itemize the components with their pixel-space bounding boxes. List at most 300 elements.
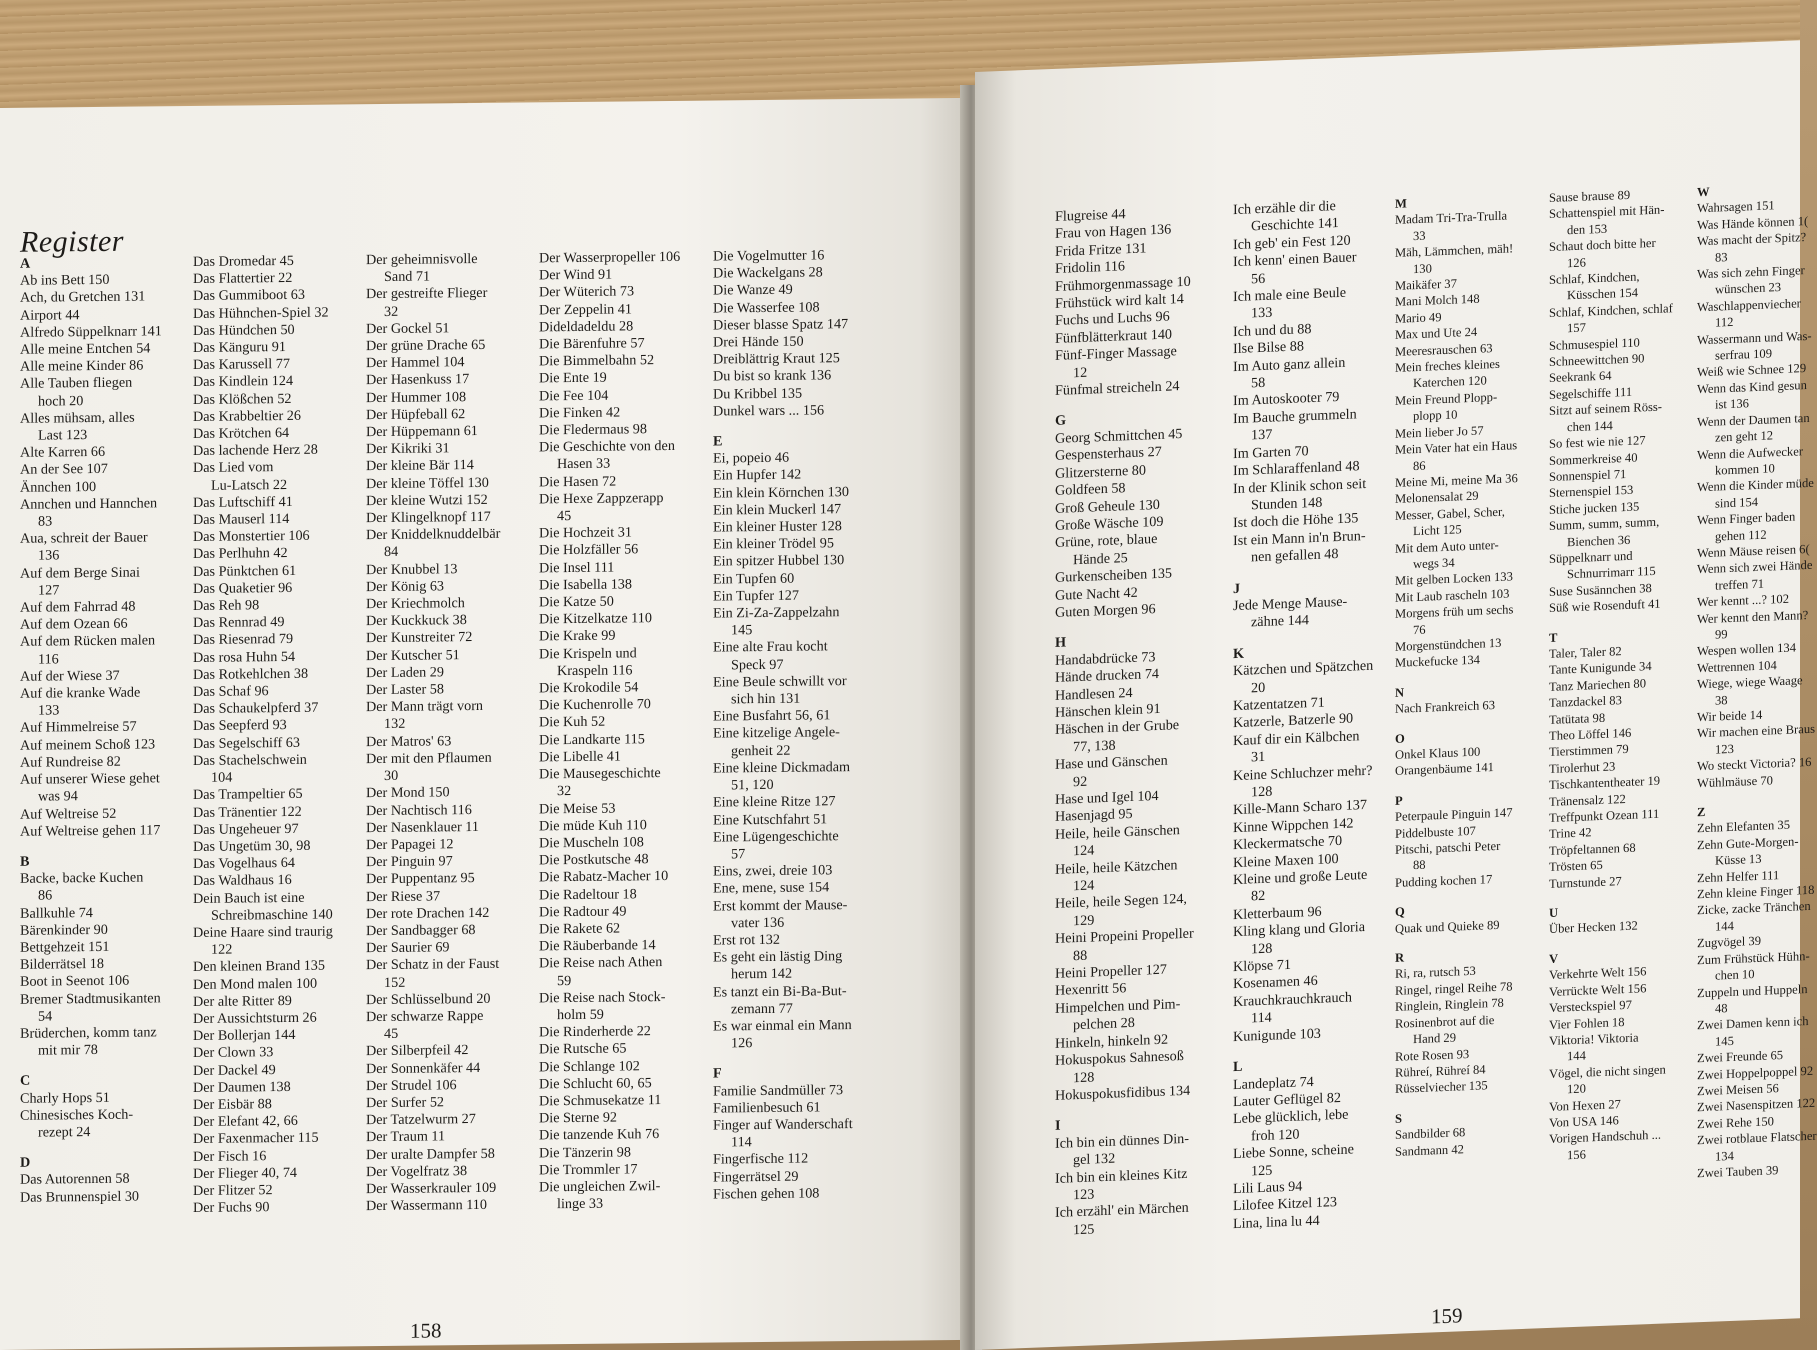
entry-text: Das Kindlein 124: [193, 373, 294, 391]
entry-text: Zehn Gute-Morgen-: [1697, 834, 1799, 853]
index-entry: [1395, 536, 1518, 574]
entry-text: Der schwarze Rappe: [366, 1007, 484, 1026]
index-entry: [539, 885, 680, 904]
entry-text: Wo steckt Victoria? 16: [1697, 755, 1812, 774]
entry-text: Die ungleichen Zwil-: [539, 1178, 661, 1196]
index-entry: [539, 524, 680, 543]
index-entry: [20, 289, 162, 308]
index-entry: [1549, 595, 1673, 616]
index-entry: [366, 612, 500, 631]
entry-text: Kleine Maxen 100: [1233, 850, 1339, 871]
entry-text: Der Kuckkuck 38: [366, 612, 467, 630]
entry-text: Der uralte Dampfer 58: [366, 1145, 495, 1163]
entry-text: Zwei Tauben 39: [1697, 1163, 1779, 1181]
entry-text: Zwei Rehe 150: [1697, 1114, 1774, 1132]
entry-text: Den kleinen Brand 135: [193, 957, 325, 976]
section-letter: I: [1055, 1118, 1061, 1135]
entry-text: Aua, schreit der Bauer: [20, 529, 148, 548]
index-entry: [539, 920, 680, 939]
section-letter: G: [1055, 412, 1067, 430]
entry-continuation: 86: [38, 887, 53, 904]
entry-text: Wahrsagen 151: [1697, 198, 1775, 216]
index-entry: [20, 805, 162, 824]
section-letter: P: [1395, 793, 1403, 808]
index-entry: [1395, 1076, 1518, 1097]
entry-continuation: 126: [731, 1035, 753, 1052]
index-entry: [193, 321, 333, 340]
index-entry: [539, 868, 680, 887]
entry-text: Dideldadeldu 28: [539, 318, 634, 336]
entry-text: Schlaf, Kindchen,: [1549, 269, 1640, 287]
index-entry: [366, 474, 500, 493]
entry-text: Das Tränentier 122: [193, 803, 302, 821]
index-entry: [713, 828, 853, 864]
entry-continuation: 76: [1413, 622, 1426, 637]
index-entry: [539, 1092, 680, 1111]
index-entry: [193, 511, 333, 530]
index-entry: [539, 576, 680, 595]
index-entry: [713, 316, 853, 335]
entry-text: Im Garten 70: [1233, 442, 1309, 462]
index-entry: [1233, 919, 1373, 959]
entry-text: Ein Hupfer 142: [713, 467, 802, 484]
index-entry: [1697, 980, 1817, 1017]
entry-text: Ein kleiner Trödel 95: [713, 535, 834, 553]
index-entry: [713, 350, 853, 369]
entry-text: Der gestreifte Flieger: [366, 285, 488, 303]
page-number-right: 159: [1431, 1303, 1463, 1329]
index-entry: [539, 627, 680, 646]
entry-text: Messer, Gabel, Scher,: [1395, 504, 1505, 523]
entry-continuation: holm 59: [557, 1006, 604, 1024]
entry-text: Den Mond malen 100: [193, 975, 318, 993]
entry-text: Klöpse 71: [1233, 956, 1291, 976]
entry-text: Kleine und große Leute: [1233, 866, 1368, 889]
index-entry: [366, 698, 500, 734]
entry-text: Hase und Igel 104: [1055, 787, 1159, 808]
index-entry: [539, 1178, 680, 1214]
entry-text: Zehn Elefanten 35: [1697, 818, 1791, 836]
entry-text: Im Schlaraffenland 48: [1233, 458, 1360, 480]
entry-text: Fischen gehen 108: [713, 1185, 820, 1203]
entry-text: Sommerkreise 40: [1549, 450, 1638, 468]
entry-text: Wenn die Aufwecker: [1697, 443, 1803, 462]
entry-continuation: chen 144: [1567, 418, 1613, 434]
index-entry: [713, 1150, 853, 1169]
index-entry: [366, 337, 500, 356]
index-entry: [366, 1042, 500, 1061]
entry-continuation: Hände 25: [1073, 549, 1128, 568]
entry-text: Der Kunstreiter 72: [366, 629, 473, 647]
index-entry: [193, 390, 333, 409]
entry-text: Seekrank 64: [1549, 369, 1612, 386]
entry-text: Backe, backe Kuchen: [20, 869, 144, 887]
entry-text: Die Holzfäller 56: [539, 541, 639, 559]
entry-text: Die Reise nach Athen: [539, 954, 663, 972]
entry-text: Frühstück wird kalt 14: [1055, 291, 1184, 312]
index-column-7: [1233, 197, 1373, 1234]
entry-text: Das Segelschiff 63: [193, 734, 300, 752]
entry-text: Gespensterhaus 27: [1055, 444, 1162, 465]
entry-text: Das Schaf 96: [193, 683, 269, 701]
entry-continuation: 57: [731, 846, 746, 863]
index-entry: [366, 939, 500, 958]
entry-continuation: 128: [1073, 1068, 1095, 1086]
index-entry: [20, 358, 162, 377]
entry-text: Eine Busfahrt 56, 61: [713, 707, 831, 725]
index-column-1: [20, 254, 162, 1206]
entry-continuation: 122: [211, 941, 233, 958]
entry-text: Der Nachtisch 116: [366, 801, 472, 819]
entry-continuation: den 153: [1567, 221, 1608, 238]
entry-text: Das lachende Herz 28: [193, 441, 318, 460]
entry-text: Der kleine Wutzi 152: [366, 491, 488, 510]
entry-continuation: sind 154: [1715, 494, 1759, 511]
entry-text: Der Saurier 69: [366, 939, 450, 957]
entry-text: Im Bauche grummeln: [1233, 406, 1357, 427]
entry-text: Es geht ein lästig Ding: [713, 948, 843, 966]
entry-text: Alte Karren 66: [20, 444, 106, 462]
entry-text: Erst kommt der Mause-: [713, 896, 848, 915]
index-entry: [713, 264, 853, 283]
entry-continuation: 33: [1413, 228, 1426, 243]
entry-continuation: 114: [1251, 1009, 1272, 1027]
entry-text: Der Hammel 104: [366, 354, 465, 372]
entry-continuation: wünschen 23: [1715, 280, 1782, 298]
index-entry: [20, 461, 162, 480]
entry-text: Guten Morgen 96: [1055, 600, 1156, 621]
entry-text: Eine kitzelige Angele-: [713, 724, 840, 743]
entry-text: Fünfmal streicheln 24: [1055, 378, 1180, 399]
entry-text: Tröpfeltannen 68: [1549, 840, 1636, 858]
index-entry: [20, 1106, 162, 1142]
index-entry: [713, 759, 853, 795]
entry-text: Hasenjagd 95: [1055, 806, 1133, 826]
entry-continuation: 99: [1715, 627, 1728, 642]
entry-text: Die müde Kuh 110: [539, 816, 647, 835]
section-letter: J: [1233, 580, 1241, 597]
entry-text: Der Kriechmolch: [366, 595, 465, 613]
entry-text: Schneewittchen 90: [1549, 351, 1645, 370]
entry-text: Der Schatz in der Faust: [366, 956, 500, 974]
index-entry: [1549, 267, 1673, 305]
index-entry: [539, 989, 680, 1025]
section-letter: Z: [1697, 804, 1706, 820]
entry-text: Das Känguru 91: [193, 339, 286, 356]
index-entry: [20, 1188, 162, 1207]
entry-text: Kunigunde 103: [1233, 1025, 1321, 1045]
index-entry: [539, 421, 680, 440]
entry-text: Ilse Bilse 88: [1233, 338, 1304, 358]
entry-text: Ein kleiner Huster 128: [713, 518, 842, 536]
entry-text: Eine alte Frau kocht: [713, 638, 828, 657]
index-entry: [20, 375, 162, 411]
index-entry: [20, 736, 162, 755]
index-entry: [366, 251, 500, 287]
entry-text: Trine 42: [1549, 825, 1592, 842]
index-entry: [1233, 249, 1373, 289]
entry-text: Die Bimmelbahn 52: [539, 352, 655, 370]
entry-text: Heile, heile Kätzchen: [1055, 856, 1178, 878]
entry-continuation: 83: [38, 513, 53, 530]
index-entry: [20, 530, 162, 566]
entry-text: Familie Sandmüller 73: [713, 1081, 844, 1100]
entry-continuation: Sand 71: [384, 268, 431, 286]
entry-text: Heile, heile Segen 124,: [1055, 891, 1187, 913]
entry-text: Der Fisch 16: [193, 1147, 267, 1165]
index-entry: [193, 872, 333, 891]
index-entry: [193, 1113, 333, 1132]
index-entry: [366, 354, 500, 373]
entry-text: Der Sonnenkäfer 44: [366, 1059, 481, 1077]
index-entry: [20, 478, 162, 497]
entry-text: Kille-Mann Scharo 137: [1233, 797, 1367, 819]
entry-text: Treffpunkt Ozean 111: [1549, 806, 1660, 825]
index-entry: [1233, 762, 1373, 802]
entry-continuation: plopp 10: [1413, 407, 1458, 424]
index-entry: [20, 667, 162, 686]
index-entry: [1055, 856, 1194, 896]
entry-text: Fridolin 116: [1055, 258, 1126, 278]
index-entry: [1549, 546, 1673, 584]
entry-text: Süppelknarr und: [1549, 548, 1633, 566]
index-entry: [1697, 229, 1817, 266]
entry-text: Lina, lina lu 44: [1233, 1212, 1320, 1232]
entry-text: Bilderrätsel 18: [20, 956, 104, 973]
entry-text: Über Hecken 132: [1549, 919, 1638, 937]
index-entry: [713, 897, 853, 933]
index-entry: [1549, 234, 1673, 272]
index-entry: [539, 1126, 680, 1145]
entry-text: Die Rabatz-Macher 10: [539, 868, 669, 886]
index-entry: [366, 1077, 500, 1096]
entry-text: Ist doch die Höhe 135: [1233, 510, 1359, 532]
entry-text: Das Pünktchen 61: [193, 562, 297, 580]
entry-text: Finger auf Wanderschaft: [713, 1116, 853, 1134]
index-entry: [713, 1168, 853, 1187]
entry-text: Der Laster 58: [366, 681, 444, 699]
entry-text: Charly Hops 51: [20, 1089, 110, 1107]
index-entry: [713, 1099, 853, 1118]
index-entry: [20, 633, 162, 669]
index-entry: [366, 836, 500, 855]
entry-text: Die Bärenfuhre 57: [539, 335, 645, 353]
index-entry: [20, 1024, 162, 1060]
entry-text: Der rote Drachen 142: [366, 904, 490, 922]
entry-continuation: Küsschen 154: [1567, 285, 1639, 303]
index-entry: [366, 1128, 500, 1147]
entry-text: Mani Molch 148: [1395, 292, 1480, 310]
entry-text: Mein Freund Plopp-: [1395, 389, 1498, 408]
index-entry: [713, 1185, 853, 1204]
entry-text: Ich male eine Beule: [1233, 284, 1347, 306]
entry-text: Das Klößchen 52: [193, 390, 292, 408]
entry-continuation: 84: [384, 544, 399, 561]
entry-text: Das Vogelhaus 64: [193, 855, 295, 873]
entry-text: Ri, ra, rutsch 53: [1395, 964, 1476, 982]
index-entry: [366, 1180, 500, 1199]
entry-text: Die Rutsche 65: [539, 1040, 627, 1058]
entry-text: Georg Schmittchen 45: [1055, 425, 1183, 447]
entry-continuation: 112: [1715, 315, 1734, 330]
entry-text: Hände drucken 74: [1055, 666, 1160, 687]
index-entry: [539, 283, 680, 302]
entry-text: Es war einmal ein Mann: [713, 1017, 852, 1035]
entry-text: Die Rakete 62: [539, 920, 621, 938]
index-entry: [20, 616, 162, 635]
entry-text: Alles mühsam, alles: [20, 409, 135, 427]
entry-text: Morgenstündchen 13: [1395, 635, 1502, 654]
entry-text: Zwei Freunde 65: [1697, 1048, 1784, 1066]
entry-text: Die Kuchenrolle 70: [539, 696, 651, 714]
entry-text: Der Faxenmacher 115: [193, 1130, 319, 1148]
entry-text: Die Katze 50: [539, 593, 614, 611]
entry-text: Große Wäsche 109: [1055, 513, 1164, 534]
entry-text: Der Wassermann 110: [366, 1197, 487, 1215]
entry-text: Wiege, wiege Waage: [1697, 673, 1803, 692]
entry-text: Das Gummiboot 63: [193, 287, 305, 305]
entry-text: Himpelchen und Pim-: [1055, 995, 1181, 1017]
entry-text: Rosinenbrot auf die: [1395, 1012, 1495, 1031]
entry-text: Der Silberpfeil 42: [366, 1042, 469, 1060]
index-entry: [1549, 1028, 1673, 1066]
index-entry: [1233, 867, 1373, 907]
entry-text: Katzentatzen 71: [1233, 694, 1325, 715]
entry-text: Die Hasen 72: [539, 473, 617, 490]
entry-continuation: 56: [1251, 270, 1266, 288]
entry-text: Tanzdackel 83: [1549, 693, 1622, 711]
entry-text: Hokuspokusfidibus 134: [1055, 1082, 1191, 1104]
entry-continuation: 116: [38, 651, 59, 668]
section-letter: L: [1233, 1058, 1243, 1076]
entry-text: Ein spitzer Hubbel 130: [713, 552, 845, 570]
entry-text: Der Wasserkrauler 109: [366, 1179, 497, 1198]
entry-continuation: herum 142: [731, 966, 793, 983]
entry-continuation: 20: [1251, 679, 1266, 696]
index-entry: [366, 922, 500, 941]
entry-text: Die Kuh 52: [539, 714, 606, 731]
entry-text: Hase und Gänschen: [1055, 752, 1168, 774]
index-entry: [539, 1161, 680, 1180]
index-entry: [713, 1017, 853, 1053]
index-entry: [366, 440, 500, 459]
entry-continuation: chen 10: [1715, 967, 1755, 983]
entry-continuation: 124: [1073, 842, 1095, 860]
index-entry: [193, 1061, 333, 1080]
index-entry: [713, 281, 853, 300]
index-entry: [1233, 593, 1373, 633]
index-entry: [713, 948, 853, 984]
section-letter: O: [1395, 731, 1405, 746]
entry-continuation: 38: [1715, 692, 1728, 708]
entry-text: Der Gockel 51: [366, 320, 450, 337]
index-entry: [713, 604, 853, 640]
entry-text: Das Rotkehlchen 38: [193, 665, 309, 683]
entry-continuation: 12: [1073, 364, 1088, 381]
index-entry: [713, 673, 853, 709]
index-entry: [1549, 300, 1673, 338]
entry-text: Die Isabella 138: [539, 576, 632, 594]
entry-text: Das Reh 98: [193, 597, 260, 615]
index-entry: [539, 473, 680, 492]
entry-text: Von Hexen 27: [1549, 1096, 1621, 1114]
entry-continuation: 120: [1567, 1081, 1586, 1097]
entry-text: Der alte Ritter 89: [193, 992, 292, 1010]
entry-text: Das Stachelschwein: [193, 751, 307, 769]
index-entry: [539, 1040, 680, 1059]
entry-continuation: 133: [1251, 305, 1273, 322]
entry-text: Groß Geheule 130: [1055, 496, 1160, 517]
index-entry: [20, 719, 162, 738]
entry-text: Das Brunnenspiel 30: [20, 1188, 140, 1206]
index-entry: [193, 665, 333, 684]
index-entry: [366, 1197, 500, 1216]
index-entry: [20, 684, 162, 720]
index-entry: [713, 587, 853, 606]
index-entry: [193, 837, 333, 856]
index-entry: [713, 1116, 853, 1152]
entry-text: Max und Ute 24: [1395, 324, 1478, 343]
index-entry: [193, 545, 333, 564]
index-entry: [20, 921, 162, 940]
index-entry: [713, 879, 853, 898]
page-number-left: 158: [410, 1318, 442, 1343]
entry-continuation: 156: [1567, 1147, 1586, 1163]
entry-text: Meeresrauschen 63: [1395, 340, 1493, 359]
entry-text: Der Laden 29: [366, 664, 444, 682]
entry-text: Ich und du 88: [1233, 320, 1312, 340]
entry-text: Der König 63: [366, 578, 445, 596]
entry-text: Trösten 65: [1549, 858, 1603, 875]
entry-text: Rote Rosen 93: [1395, 1046, 1470, 1064]
index-entry: [193, 820, 333, 839]
entry-text: Auf Weltreise gehen 117: [20, 822, 161, 840]
entry-text: Der mit den Pflaumen: [366, 749, 492, 768]
entry-text: Hinkeln, hinkeln 92: [1055, 1031, 1169, 1052]
index-entry: [20, 973, 162, 992]
entry-text: Drei Hände 150: [713, 333, 804, 351]
page-title: Register: [20, 224, 124, 259]
index-entry: [713, 811, 853, 830]
entry-text: Das Hündchen 50: [193, 321, 295, 339]
entry-continuation: gel 132: [1073, 1150, 1116, 1169]
index-entry: [366, 509, 500, 528]
entry-text: Heini Propeller 127: [1055, 961, 1167, 982]
entry-text: Viktoria! Viktoria: [1549, 1030, 1639, 1048]
index-entry: [539, 352, 680, 371]
entry-text: Der Zeppelin 41: [539, 300, 632, 318]
index-entry: [713, 385, 853, 404]
index-entry: [539, 645, 680, 681]
entry-text: Ein Zi-Za-Zappelzahn: [713, 604, 840, 622]
index-entry: [539, 335, 680, 354]
entry-text: Wir beide 14: [1697, 707, 1763, 725]
index-entry: [539, 610, 680, 629]
index-entry: [366, 904, 500, 923]
entry-text: Auf Himmelreise 57: [20, 719, 137, 737]
entry-text: Dieser blasse Spatz 147: [713, 315, 849, 334]
index-entry: [1233, 475, 1373, 515]
entry-text: Wenn Mäuse reisen 6(: [1697, 541, 1810, 561]
entry-text: Der Vogelfratz 38: [366, 1162, 468, 1180]
entry-text: Gurkenscheiben 135: [1055, 565, 1173, 587]
entry-text: Alfredo Süppelknarr 141: [20, 323, 162, 341]
index-entry: [1395, 601, 1518, 639]
entry-text: Die Wasserfee 108: [713, 299, 820, 317]
entry-text: Zwei Meisen 56: [1697, 1081, 1779, 1099]
entry-text: Das Seepferd 93: [193, 717, 287, 735]
entry-text: Die Vogelmutter 16: [713, 247, 825, 265]
